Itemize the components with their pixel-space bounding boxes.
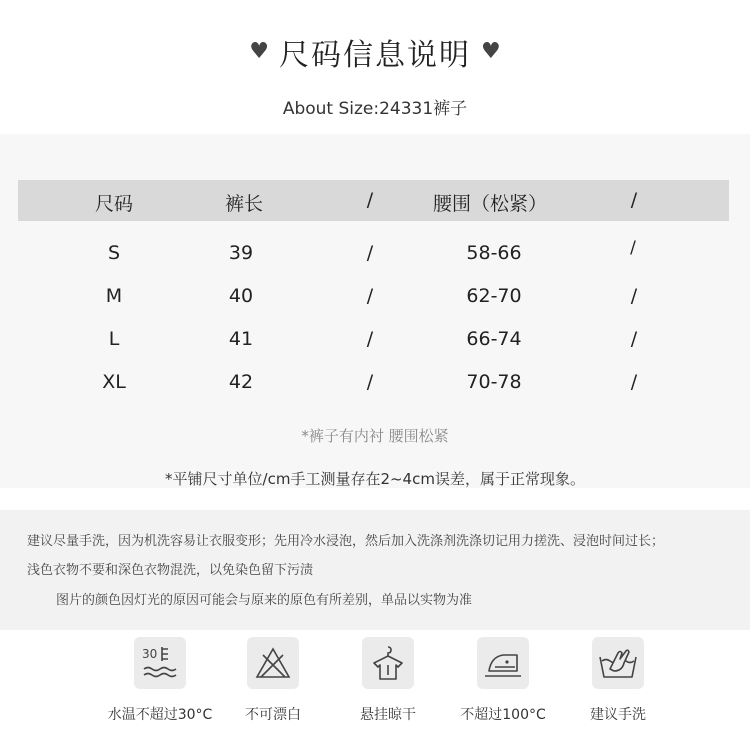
header-size: 尺码 xyxy=(94,193,134,215)
cell-slash: / xyxy=(366,285,374,307)
hand-wash-icon xyxy=(592,637,644,689)
care-label-wash-30: 水温不超过30°C xyxy=(107,707,213,723)
hang-dry-icon xyxy=(362,637,414,689)
table-row xyxy=(0,238,750,272)
cell-size: L xyxy=(108,328,120,350)
care-item-hand-wash xyxy=(548,637,688,724)
cell-length: 42 xyxy=(228,371,254,393)
header-slash-1: / xyxy=(366,189,374,211)
wash-30-icon xyxy=(134,637,186,689)
title-row xyxy=(0,30,750,74)
size-panel xyxy=(0,134,750,488)
size-table-header xyxy=(18,180,729,221)
cell-waist: 62-70 xyxy=(466,285,522,307)
heart-icon-right: ♥ xyxy=(481,39,501,64)
cell-length: 41 xyxy=(228,328,254,350)
header-length: 裤长 xyxy=(224,193,264,215)
cell-length: 39 xyxy=(228,242,254,264)
care-instructions xyxy=(0,510,750,630)
cell-slash: / xyxy=(630,285,638,307)
lining-note: *裤子有内衬 腰围松紧 xyxy=(301,427,449,445)
heart-icon-left: ♥ xyxy=(249,39,269,64)
cell-slash: / xyxy=(630,238,636,258)
care-text-line-1: 建议尽量手洗，因为机洗容易让衣服变形；先用冷水浸泡，然后加入洗涤剂洗涤切记用力搓洗、浸泡时间过长； xyxy=(27,534,665,549)
cell-size: XL xyxy=(102,371,126,393)
table-row xyxy=(0,285,750,315)
header-slash-2: / xyxy=(630,189,638,211)
care-icons-row xyxy=(0,630,750,754)
measurement-note: *平铺尺寸单位/cm手工测量存在2~4cm误差，属于正常现象。 xyxy=(165,470,585,488)
cell-size: S xyxy=(107,242,121,264)
cell-waist: 66-74 xyxy=(466,328,522,350)
care-label-hang-dry: 悬挂晾干 xyxy=(360,707,416,723)
cell-slash: / xyxy=(630,371,638,393)
care-label-hand-wash: 建议手洗 xyxy=(590,707,646,723)
care-label-no-bleach: 不可漂白 xyxy=(245,707,301,723)
cell-slash: / xyxy=(366,328,374,350)
cell-slash: / xyxy=(366,242,374,264)
page-title: 尺码信息说明 xyxy=(279,38,471,73)
care-text-line-3: 图片的颜色因灯光的原因可能会与原来的原色有所差别，单品以实物为准 xyxy=(56,593,473,608)
no-bleach-icon xyxy=(247,637,299,689)
cell-size: M xyxy=(105,285,123,307)
cell-length: 40 xyxy=(228,285,254,307)
table-row xyxy=(0,371,750,401)
page-header xyxy=(0,0,750,134)
cell-waist: 58-66 xyxy=(466,242,522,264)
header-waist: 腰围（松紧） xyxy=(432,193,548,215)
page-subtitle: About Size:24331裤子 xyxy=(282,99,468,119)
cell-waist: 70-78 xyxy=(466,371,522,393)
cell-slash: / xyxy=(630,328,638,350)
cell-slash: / xyxy=(366,371,374,393)
care-label-iron: 不超过100°C xyxy=(460,707,546,723)
iron-icon xyxy=(477,637,529,689)
svg-text:30: 30 xyxy=(142,647,158,661)
care-text-line-2: 浅色衣物不要和深色衣物混洗，以免染色留下污渍 xyxy=(27,563,314,578)
table-row xyxy=(0,328,750,358)
